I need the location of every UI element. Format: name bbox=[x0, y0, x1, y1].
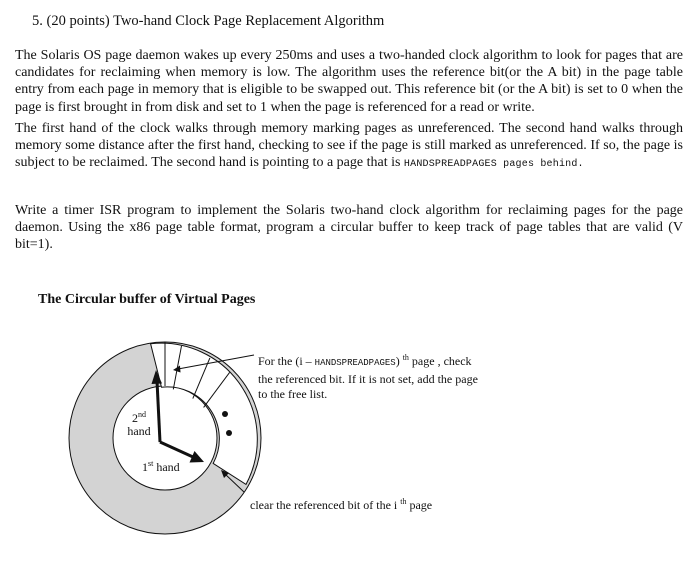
paragraph-clock-hands-text: The first hand of the clock walks through memory marking pages as unreferenced. The second hand walks through memory some distance after the first hand, checking to see if the page is still marked as unreferenced. If so, the page is subject to be reclaimed. The second hand is pointing to a page that is bbox=[15, 121, 683, 171]
callout-top-ordinal: th bbox=[402, 353, 409, 362]
callout-bottom-ordinal: th bbox=[400, 497, 407, 506]
slot-dot-1 bbox=[222, 411, 228, 417]
handspreadpages-code: HANDSPREADPAGES pages behind. bbox=[403, 159, 584, 171]
slot-dot-2 bbox=[226, 430, 232, 436]
second-hand-ordinal: nd bbox=[138, 410, 146, 419]
paragraph-task: Write a timer ISR program to implement the Solaris two-hand clock algorithm for reclaiming pages for the page daemon. Using the x86 page table format, program a circular buffer to keep track of page tables that are valid (V bit=1). bbox=[15, 203, 683, 253]
callout-top-prefix: For the (i – bbox=[258, 354, 312, 368]
second-hand-label bbox=[124, 408, 154, 438]
diagram-title: The Circular buffer of Virtual Pages bbox=[38, 292, 256, 307]
first-hand-number: 1 bbox=[142, 460, 148, 474]
paragraph-solaris-daemon: The Solaris OS page daemon wakes up every 250ms and uses a two-handed clock algorithm to look for pages that are candidates for reclaiming when memory is low. The algorithm uses the reference bit(or the A bit) in the page table entry from each page in memory that is eligible to be swapped out. This reference bit (or the A bit) is set to 0 when the page is first brought in from disk and set to 1 when the page is referenced for a read or write. bbox=[15, 48, 683, 115]
second-hand-word: hand bbox=[127, 424, 151, 438]
callout-top-suffix: ) bbox=[395, 354, 400, 368]
question-heading: 5. (20 points) Two-hand Clock Page Replacement Algorithm bbox=[32, 13, 385, 29]
second-hand-number: 2 bbox=[132, 411, 138, 425]
callout-bottom-prefix: clear the referenced bit of the i bbox=[250, 498, 398, 512]
callout-clear-referenced bbox=[250, 494, 432, 514]
callout-check-referenced bbox=[258, 350, 488, 403]
callout-top-code: HANDSPREADPAGES bbox=[314, 358, 396, 368]
first-hand-label bbox=[142, 457, 180, 474]
first-hand-word: hand bbox=[156, 460, 180, 474]
callout-bottom-suffix: page bbox=[409, 498, 433, 512]
callout-top-rest: page , check the referenced bit. If it is not set, add the page to the free list. bbox=[258, 354, 478, 401]
first-hand-ordinal: st bbox=[148, 459, 154, 468]
